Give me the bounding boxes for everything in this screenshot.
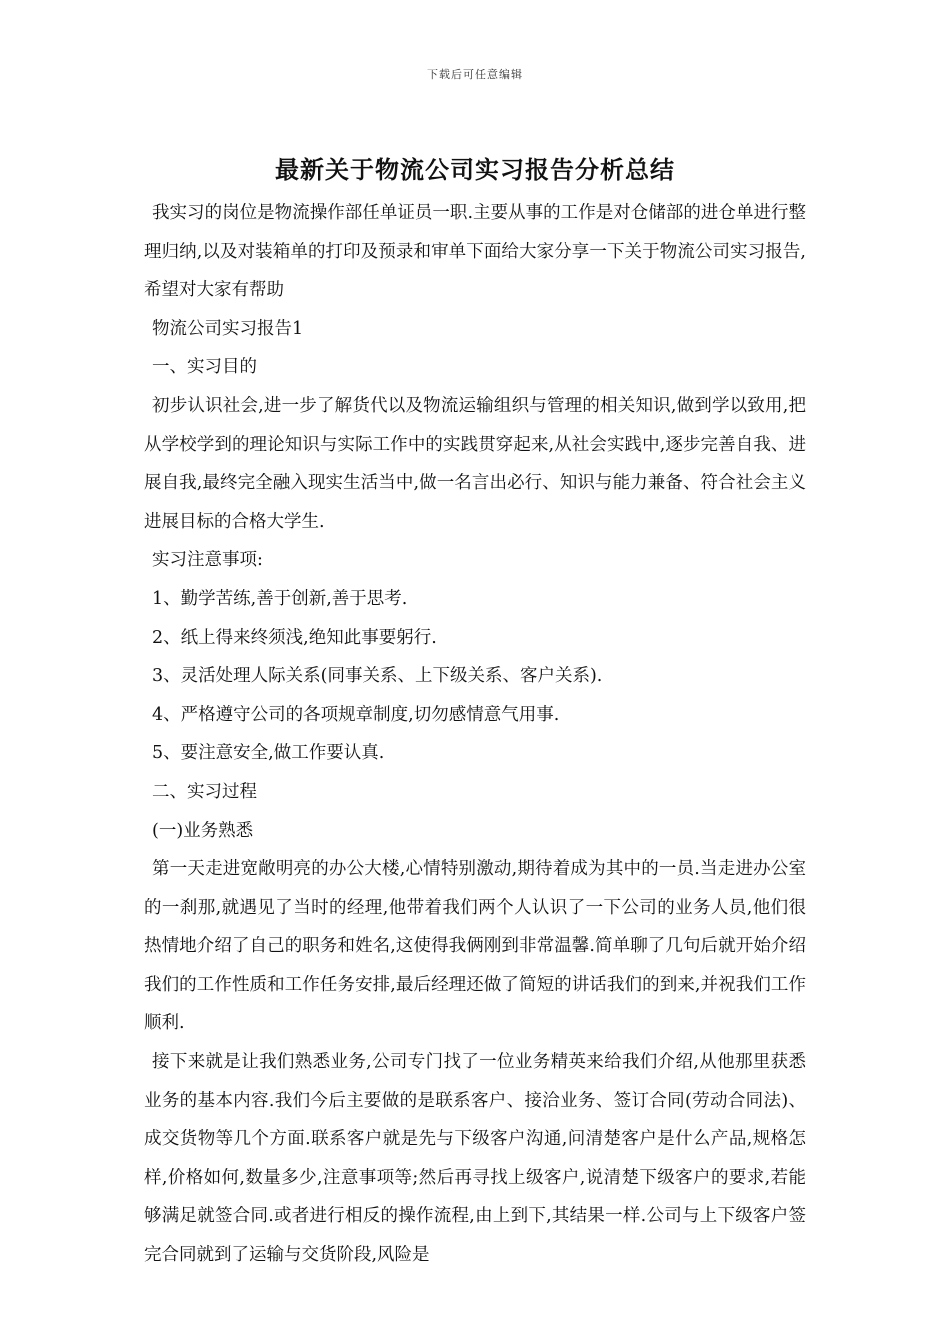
list-item-note-4: 4、严格遵守公司的各项规章制度,切勿感情意气用事.	[152, 704, 560, 725]
list-item-note-3: 3、灵活处理人际关系(同事关系、上下级关系、客户关系).	[152, 666, 603, 687]
paragraph-purpose: 初步认识社会,进一步了解货代以及物流运输组织与管理的相关知识,做到学以致用,把从学校学到的理论知识与实际工作中的实践贯穿起来,从社会实践中,逐步完善自我、进展自我,最终完全融入现实生活当中,做一名言出必行、知识与能力兼备、符合社会主义进展目标的合格大学生.	[144, 395, 806, 532]
document-body	[144, 194, 806, 1275]
paragraph-business-familiarize: 接下来就是让我们熟悉业务,公司专门找了一位业务精英来给我们介绍,从他那里获悉业务的基本内容.我们今后主要做的是联系客户、接洽业务、签订合同(劳动合同法)、成交货物等几个方面.联系客户就是先与下级客户沟通,问清楚客户是什么产品,规格怎样,价格如何,数量多少,注意事项等;然后再寻找上级客户,说清楚下级客户的要求,若能够满足就签合同.或者进行相反的操作流程,由上到下,其结果一样.公司与上下级客户签完合同就到了运输与交货阶段,风险是	[144, 1052, 806, 1266]
list-item-note-1: 1、勤学苦练,善于创新,善于思考.	[152, 588, 408, 609]
paragraph-first-day: 第一天走进宽敞明亮的办公大楼,心情特别激动,期待着成为其中的一员.当走进办公室的一刹那,就遇见了当时的经理,他带着我们两个人认识了一下公司的业务人员,他们很热情地介绍了自己的职务和姓名,这使得我俩刚到非常温馨.简单聊了几句后就开始介绍我们的工作性质和工作任务安排,最后经理还做了简短的讲话我们的到来,并祝我们工作顺利.	[144, 859, 806, 1034]
list-item-note-5: 5、要注意安全,做工作要认真.	[152, 743, 385, 764]
paragraph-intro: 我实习的岗位是物流操作部任单证员一职.主要从事的工作是对仓储部的进仓单进行整理归纳,以及对装箱单的打印及预录和审单下面给大家分享一下关于物流公司实习报告,希望对大家有帮助	[144, 203, 806, 301]
subsection-heading-business: (一)业务熟悉	[152, 820, 254, 841]
paragraph-report-heading: 物流公司实习报告1	[152, 318, 304, 339]
header-note: 下载后可任意编辑	[427, 68, 523, 81]
section-heading-purpose: 一、实习目的	[152, 357, 257, 378]
section-heading-process: 二、实习过程	[152, 781, 257, 802]
paragraph-notes-heading: 实习注意事项:	[152, 550, 263, 571]
document-title: 最新关于物流公司实习报告分析总结	[275, 155, 675, 184]
list-item-note-2: 2、纸上得来终须浅,绝知此事要躬行.	[152, 627, 437, 648]
